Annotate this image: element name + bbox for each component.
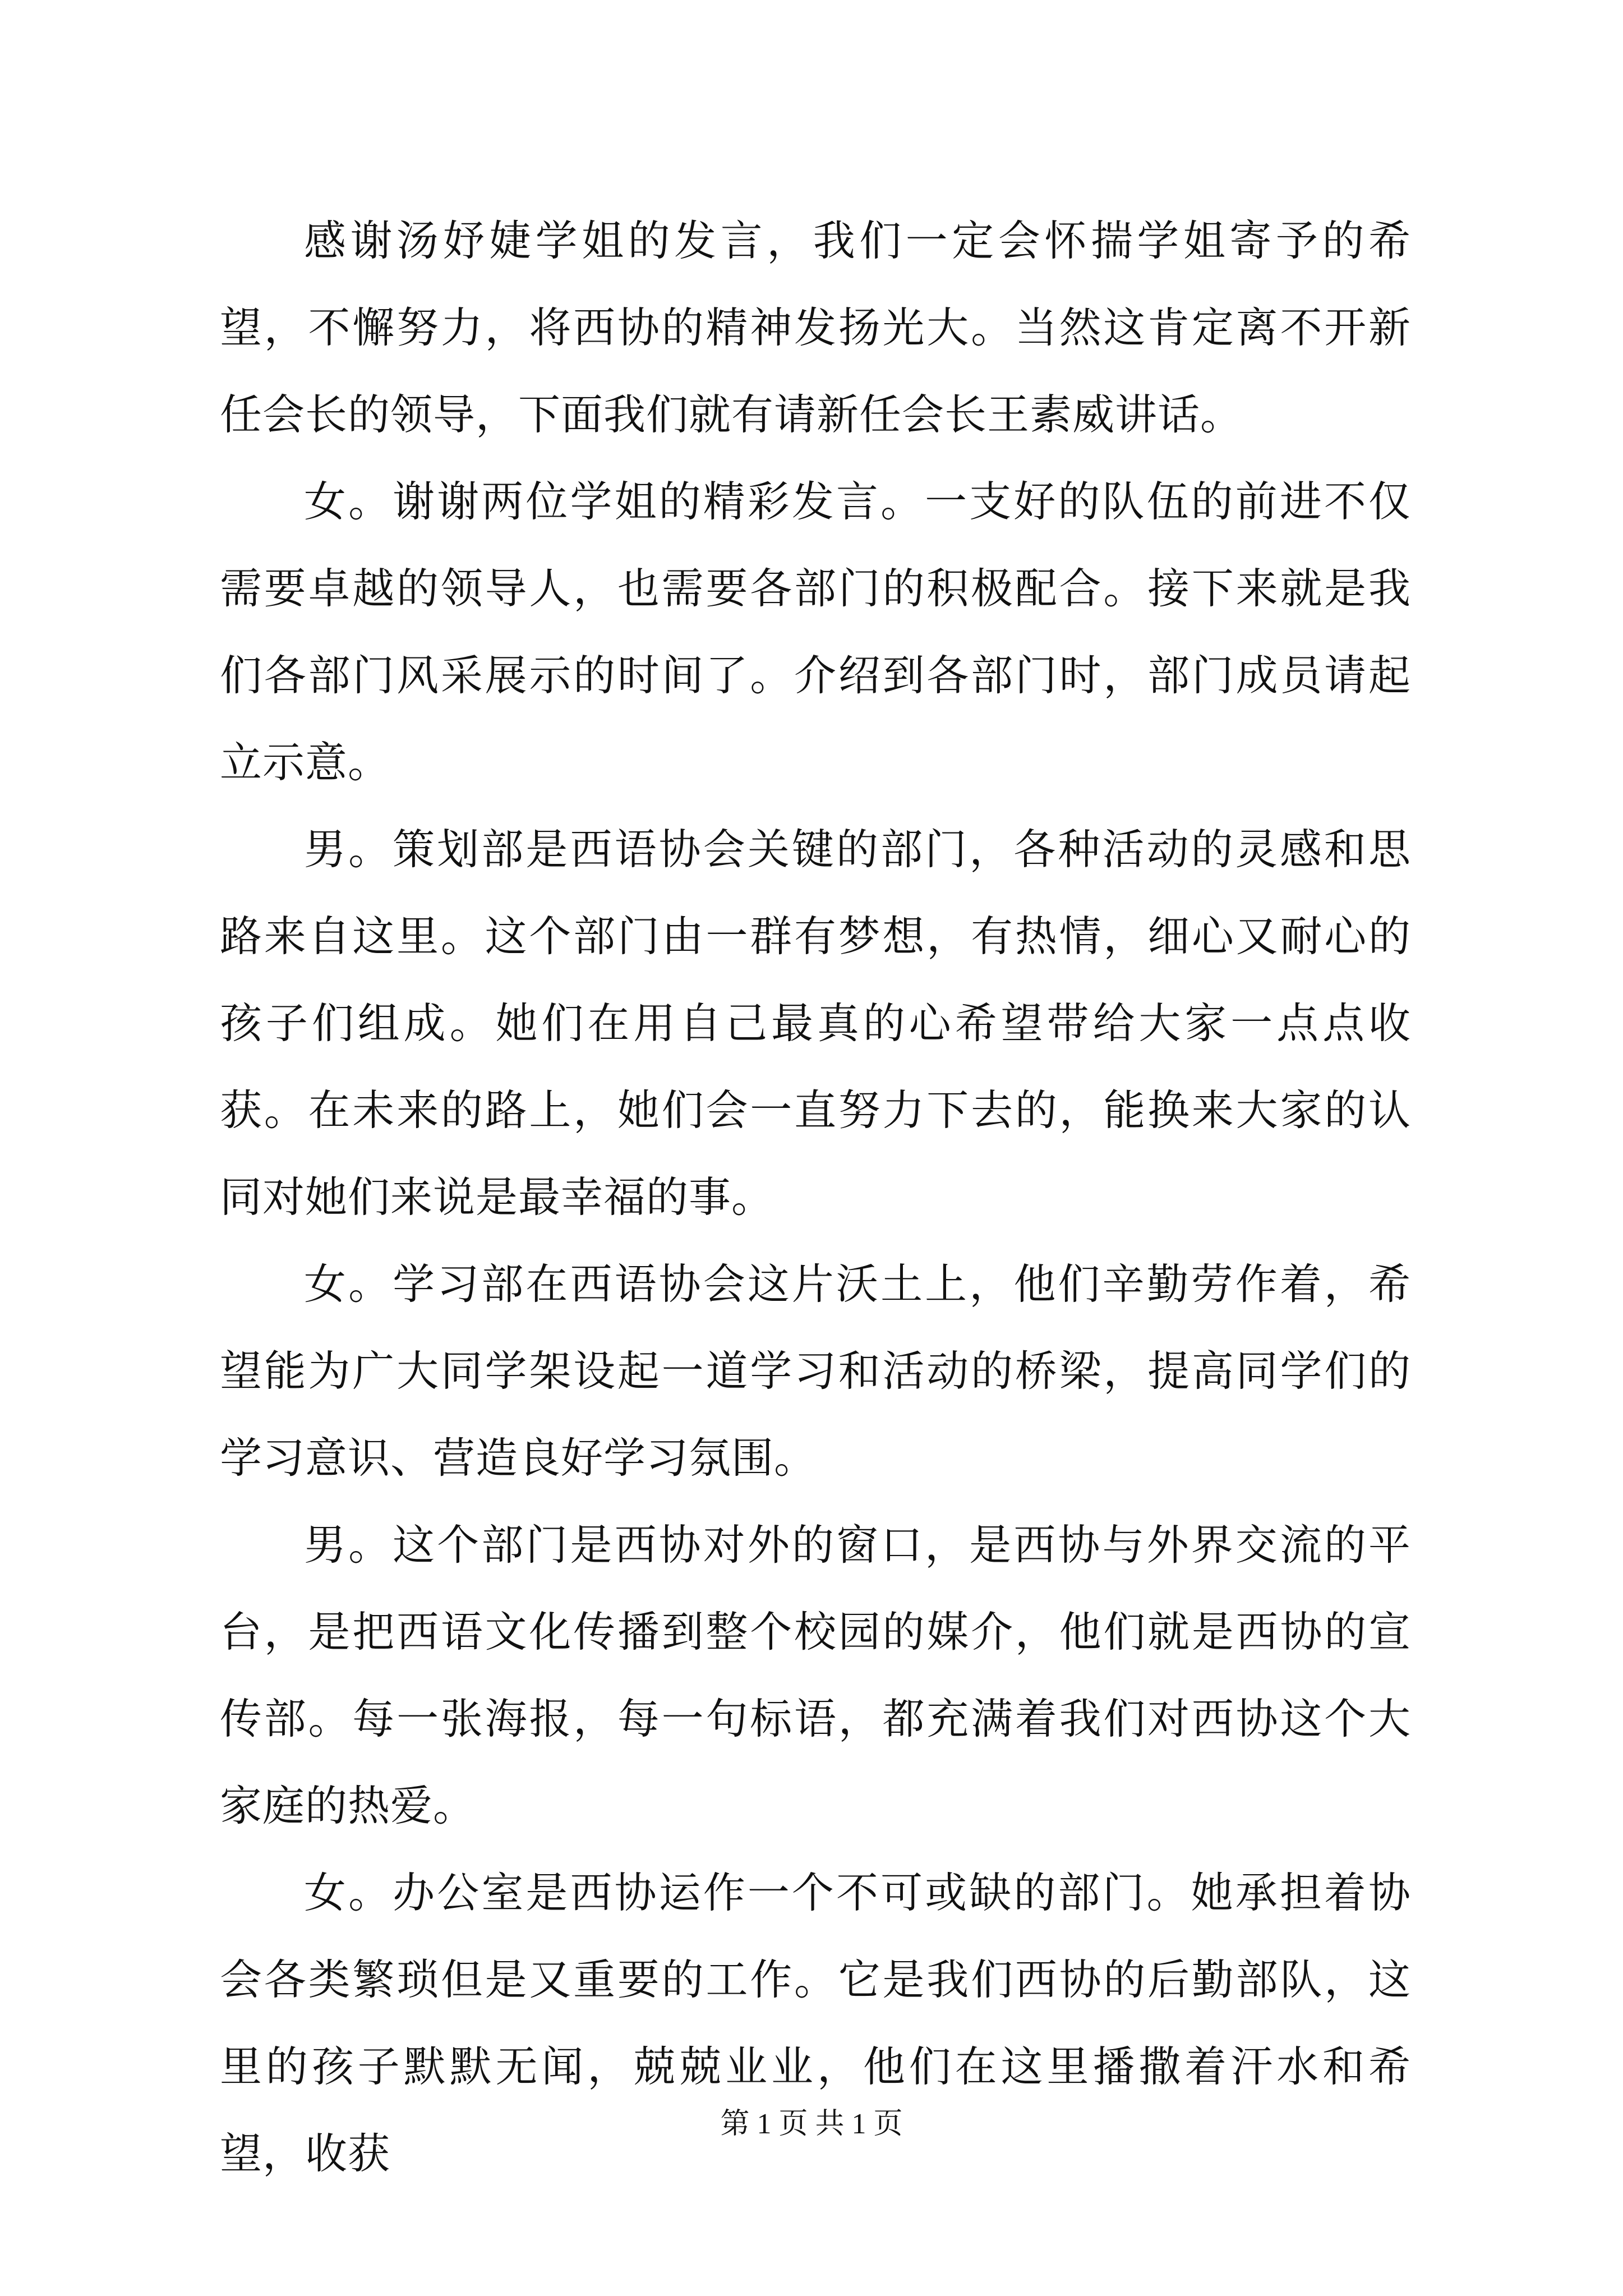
paragraph: 女。学习部在西语协会这片沃土上，他们辛勤劳作着，希望能为广大同学架设起一道学习和活动的桥梁，提高同学们的学习意识、营造良好学习氛围。 bbox=[220, 1259, 1411, 1483]
paragraph: 女。谢谢两位学姐的精彩发言。一支好的队伍的前进不仅需要卓越的领导人，也需要各部门的积极配合。接下来就是我们各部门风采展示的时间了。介绍到各部门时，部门成员请起立示意。 bbox=[220, 477, 1411, 787]
paragraph: 男。策划部是西语协会关键的部门，各种活动的灵感和思路来自这里。这个部门由一群有梦想，有热情，细心又耐心的孩子们组成。她们在用自己最真的心希望带给大家一点点收获。在未来的路上，她们会一直努力下去的，能换来大家的认同对她们来说是最幸福的事。 bbox=[220, 825, 1411, 1222]
paragraph: 男。这个部门是西协对外的窗口，是西协与外界交流的平台，是把西语文化传播到整个校园的媒介，他们就是西协的宣传部。每一张海报，每一句标语，都充满着我们对西协这个大家庭的热爱。 bbox=[220, 1520, 1411, 1830]
page-footer: 第 1 页 共 1 页 bbox=[720, 2108, 903, 2140]
document-body bbox=[220, 197, 1411, 2197]
paragraph: 女。办公室是西协运作一个不可或缺的部门。她承担着协会各类繁琐但是又重要的工作。它是我们西协的后勤部队，这里的孩子默默无闻，兢兢业业，他们在这里播撒着汗水和希望，收获 bbox=[220, 1868, 1411, 2178]
paragraph: 感谢汤妤婕学姐的发言，我们一定会怀揣学姐寄予的希望，不懈努力，将西协的精神发扬光大。当然这肯定离不开新任会长的领导，下面我们就有请新任会长王素威讲话。 bbox=[220, 216, 1411, 439]
